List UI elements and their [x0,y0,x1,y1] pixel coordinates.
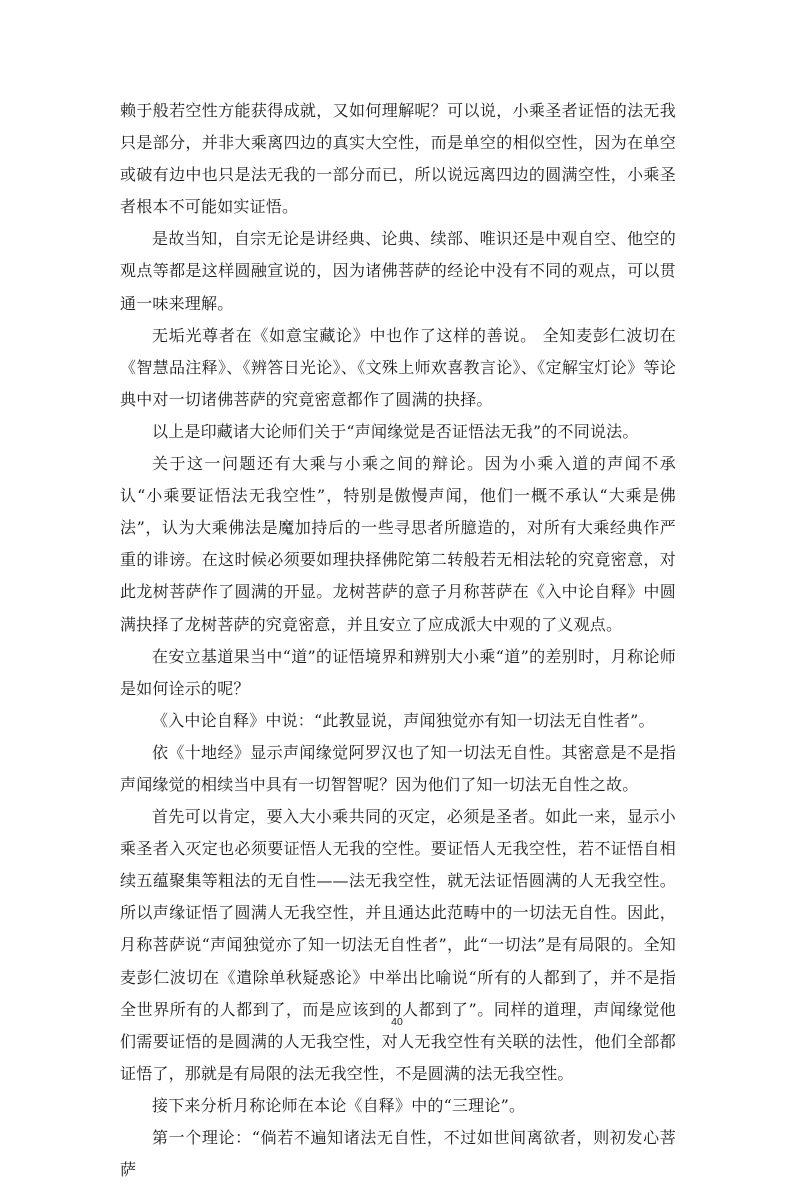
paragraph: 依《十地经》显示声闻缘觉阿罗汉也了知一切法无自性。其密意是不是指声闻缘觉的相续当中具有一切智智呢？因为他们了知一切法无自性之故。 [120,742,676,794]
paragraph: 第一个理论：“倘若不遍知诸法无自性，不过如世间离欲者，则初发心菩萨 [120,1128,676,1180]
paragraph: 是故当知，自宗无论是讲经典、论典、续部、唯识还是中观自空、他空的观点等都是这样圆融宣说的，因为诸佛菩萨的经论中没有不同的观点，可以贯通一味来理解。 [120,229,676,313]
paragraph: 首先可以肯定，要入大小乘共同的灭定，必须是圣者。如此一来，显示小乘圣者入灭定也必须要证悟人无我的空性。要证悟人无我空性，若不证悟自相续五蕴聚集等粗法的无自性——法无我空性，就无法证悟圆满的人无我空性。所以声缘证悟了圆满人无我空性，并且通达此范畴中的一切法无自性。因此，月称菩萨说“声闻独觉亦了知一切法无自性者”，此“一切法”是有局限的。全知麦彭仁波切在《遣除单秋疑惑论》中举出比喻说“所有的人都到了，并不是指全世界所有的人都到了，而是应该到的人都到了”。同样的道理，声闻缘觉他们需要证悟的是圆满的人无我空性，对人无我空性有关联的法性，他们全部都证悟了，那就是有局限的法无我空性，不是圆满的法无我空性。 [120,807,676,1083]
paragraph: 无垢光尊者在《如意宝藏论》中也作了这样的善说。 全知麦彭仁波切在《智慧品注释》、《辨答日光论》、《文殊上师欢喜教言论》、《定解宝灯论》等论典中对一切诸佛菩萨的究竟密意都作了圆满的抉择。 [120,325,676,409]
paragraph-continued: 赖于般若空性方能获得成就，又如何理解呢？可以说，小乘圣者证悟的法无我只是部分，并非大乘离四边的真实大空性，而是单空的相似空性，因为在单空或破有边中也只是法无我的一部分而已，所以说远离四边的圆满空性，小乘圣者根本不可能如实证悟。 [120,101,676,217]
paragraph: 在安立基道果当中“道”的证悟境界和辨别大小乘“道”的差别时，月称论师是如何诠示的呢？ [120,646,676,698]
page-number: 40 [391,1016,403,1028]
paragraph: 关于这一问题还有大乘与小乘之间的辩论。因为小乘入道的声闻不承认“小乘要证悟法无我空性”，特别是傲慢声闻，他们一概不承认“大乘是佛法”，认为大乘佛法是魔加持后的一些寻思者所臆造的，对所有大乘经典作严重的诽谤。在这时候必须要如理抉择佛陀第二转般若无相法轮的究竟密意，对此龙树菩萨作了圆满的开显。龙树菩萨的意子月称菩萨在《入中论自释》中圆满抉择了龙树菩萨的究竟密意，并且安立了应成派大中观的了义观点。 [120,454,676,634]
paragraph: 接下来分析月称论师在本论《自释》中的“三理论”。 [152,1095,526,1115]
paragraph: 以上是印藏诸大论师们关于“声闻缘觉是否证悟法无我”的不同说法。 [152,421,639,441]
paragraph: 《入中论自释》中说：“此教显说，声闻独觉亦有知一切法无自性者”。 [152,710,655,730]
